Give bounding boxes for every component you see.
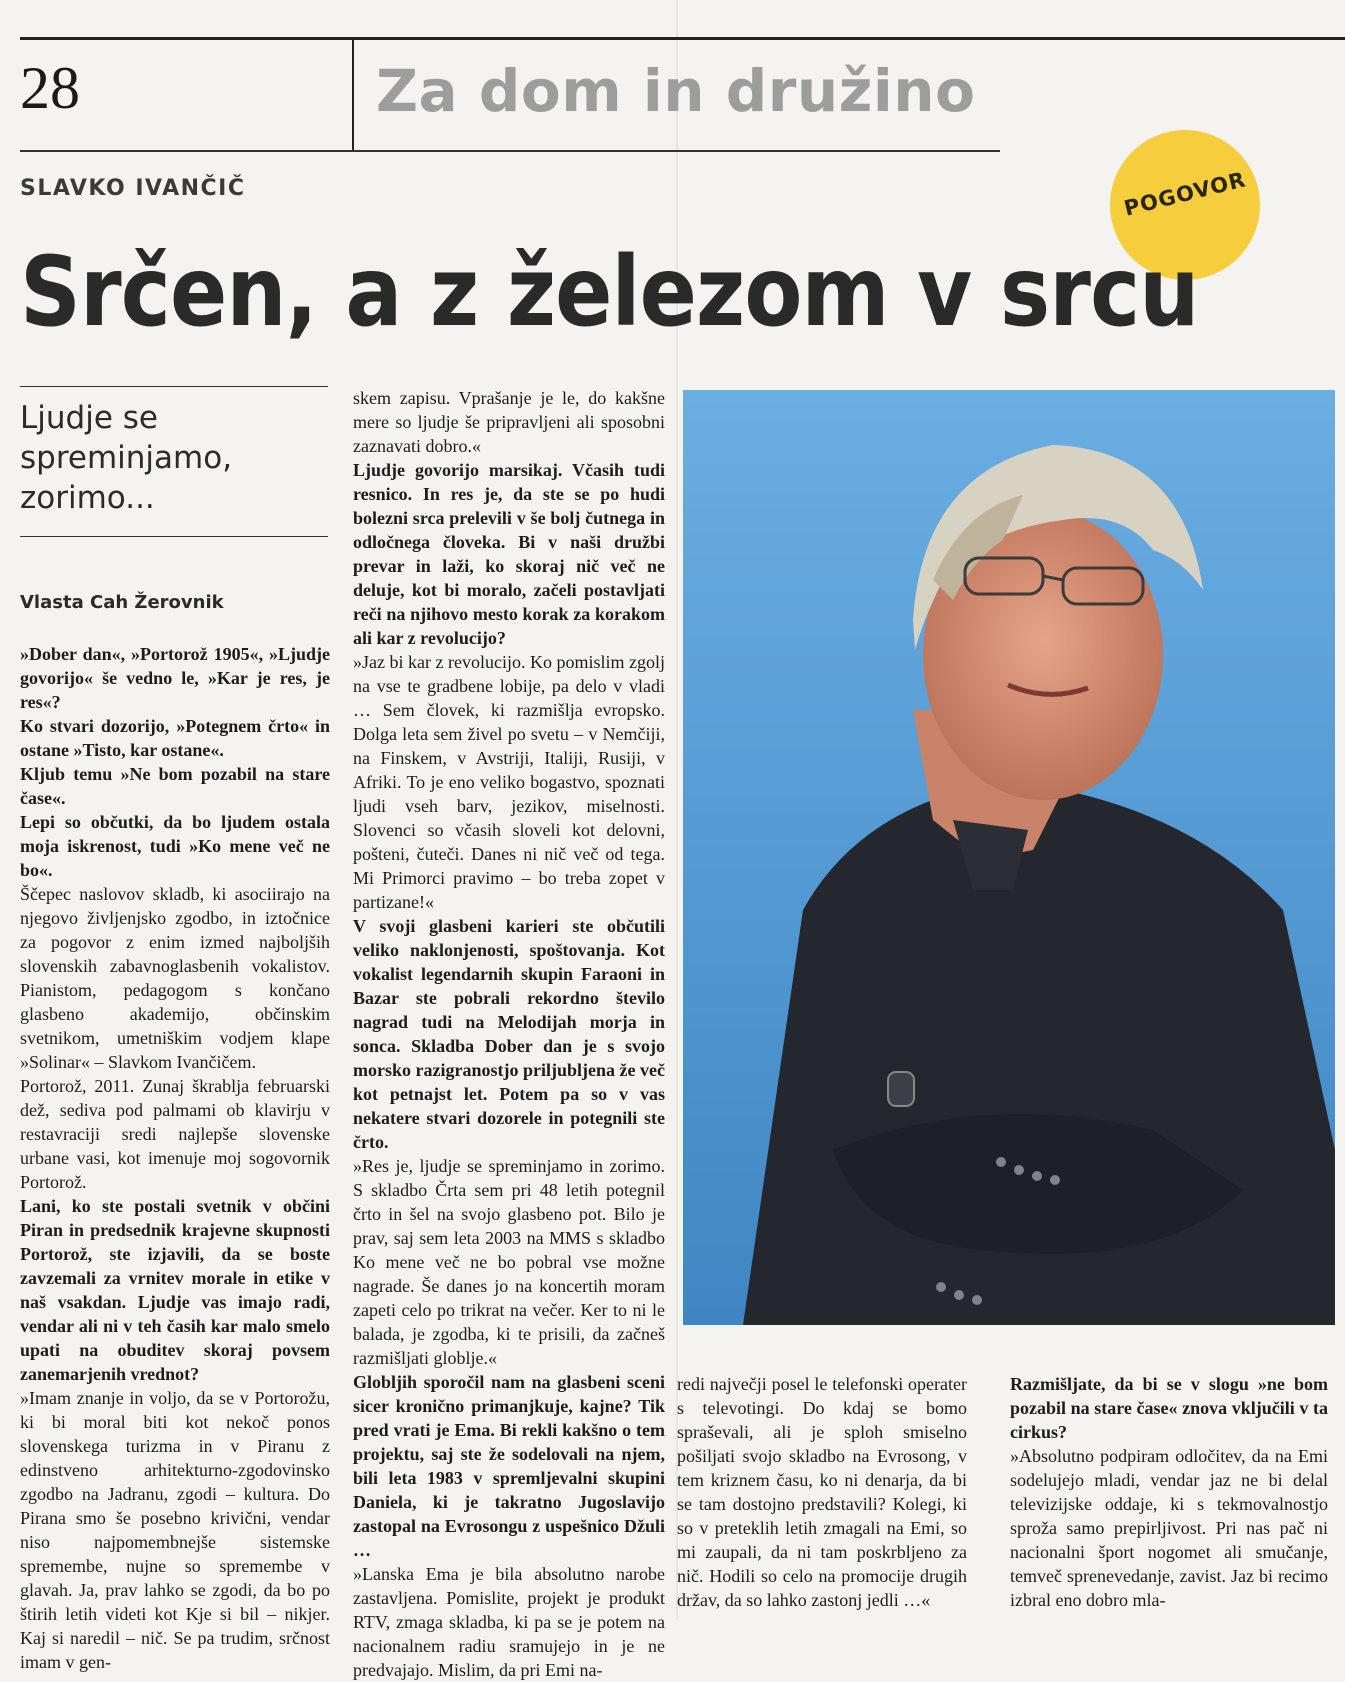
interview-question: Razmišljate, da bi se v slogu »ne bom pozabil na stare čase« znova vključili v ta cirkus? [1010,1374,1328,1442]
interview-paragraph: redi največji posel le telefonski operater s televotingi. Do kdaj se bomo spraševali, ali je sploh smiselno pošiljati svojo skladbo na Evrosong, v tem kriznem času, ko ni denarja, da bi se tam dostojno predstavili? Kolegi, ki so v preteklih letih zmagali na Emi, so mi zaupali, da ni tam poskrbljeno za nič. Hodili so celo na promocije drugih držav, da so lahko zastonj jedli …« [677,1374,967,1610]
interview-paragraph: »Res je, ljudje se spreminjamo in zorimo. S skladbo Črta sem pri 48 letih potegnil črto in šel na svojo glasbeno pot. Bilo je prav, saj sem leta 2003 na MMS s skladbo Ko mene več ne bo pobral vse možne nagrade. Še danes jo na koncertih moram zapeti celo po trikrat na večer. Ker to ni le balada, je zgodba, ki te prisili, da začneš razmišljati globlje.« [353,1156,665,1368]
deck-line: zorimo... [20,480,155,516]
deck-line: spreminjamo, [20,440,233,476]
interview-paragraph: Ščepec naslovov skladb, ki asociirajo na njegovo življenjsko zgodbo, in iztočnice za pogovor z enim izmed najboljših slovenskih zabavnoglasbenih vokalistov. Pianistom, pedagogom s končano glasbeno akademijo, občinskim svetnikom, umetniškim vodjem klape »Solinar« – Slavkom Ivančičem. [20,884,330,1072]
column-4 [1010,1372,1328,1612]
interview-paragraph: »Imam znanje in voljo, da se v Portorožu, ki bi moral biti kot nekoč ponos slovenskega turizma in v Piranu z edinstveno arhitekturno-zgodovinsko zgodbo na Jadranu, zgodi – kultura. Do Pirana smo še posebno krivični, vendar niso najpomembnejše sistemske spremembe, nujne so spremembe v glavah. Ja, prav lahko se zgodi, da bo po štirih letih videti kot Kje si bil – nikjer. Kaj si naredil – nič. Se pa trudim, srčnost imam v gen- [20,1388,330,1672]
deck-rule-top [20,386,328,387]
author: Vlasta Cah Žerovnik [20,592,224,613]
header-bottom-rule [20,150,1000,152]
interview-question: V svoji glasbeni karieri ste občutili veliko naklonjenosti, spoštovanja. Kot vokalist legendarnih skupin Faraoni in Bazar ste pobrali rekordno število nagrad tudi na Melodijah morja in sonca. Skladba Dober dan je s svojo morsko razigranostjo priljubljena že več kot petnajst let. Potem pa so v vas nekatere stvari dozorele in potegnili ste črto. [353,916,665,1152]
interview-question: Kljub temu »Ne bom pozabil na stare čase«. [20,764,330,808]
column-2 [353,386,665,1682]
header-rule [20,37,1345,40]
interview-question: Ko stvari dozorijo, »Potegnem črto« in ostane »Tisto, kar ostane«. [20,716,330,760]
interview-question: Lani, ko ste postali svetnik v občini Piran in predsednik krajevne skupnosti Portorož, ste izjavili, da se boste zavzemali za vrnitev morale in etike v naš vsakdan. Ljudje vas imajo radi, vendar ali ni v teh časih kar malo smelo upati na obuditev skoraj povsem zanemarjenih vrednot? [20,1196,330,1384]
column-3 [677,1372,967,1612]
interview-question: Lepi so občutki, da bo ljudem ostala moja iskrenost, tudi »Ko mene več ne bo«. [20,812,330,880]
column-1 [20,642,330,1674]
deck [20,398,340,518]
deck-line: Ljudje se [20,400,158,436]
interview-paragraph: »Lanska Ema je bila absolutno narobe zastavljena. Pomislite, projekt je produkt RTV, zmaga skladba, ki pa se je potem na nacionalnem radiu sramujejo in je ne predvajajo. Mislim, da pri Emi na- [353,1564,665,1680]
interview-paragraph: »Jaz bi kar z revolucijo. Ko pomislim zgolj na vse te gradbene lobije, pa delo v vladi … Sem človek, ki razmišlja evropsko. Dolga leta sem živel po svetu – v Nemčiji, na Finskem, v Avstriji, Italiji, Rusiji, v Afriki. To je eno veliko bogastvo, spoznati ljudi vseh barv, jezikov, miselnosti. Slovenci so včasih sloveli kot delovni, pošteni, čuteči. Danes ni nič več od tega. Mi Primorci pravimo – bo treba zopet v partizane!« [353,652,665,912]
portrait-photo [683,390,1335,1325]
portrait-illustration [683,390,1335,1325]
interview-paragraph: Portorož, 2011. Zunaj škrablja februarski dež, sediva pod palmami ob klavirju v restavraciji sredi najlepše slovenske urbane vasi, kot imenuje moj sogovornik Portorož. [20,1076,330,1192]
interview-question: Globljih sporočil nam na glasbeni sceni sicer kronično primanjkuje, kajne? Tik pred vrati je Ema. Bi rekli kakšno o tem projektu, saj ste že sodelovali na njem, bili leta 1983 v spremljevalni skupini Daniela, ki je takratno Jugoslavijo zastopal na Evrosongu z uspešnico Džuli … [353,1372,665,1560]
deck-rule-bottom [20,536,328,537]
interview-paragraph: skem zapisu. Vprašanje je le, do kakšne mere so ljudje še pripravljeni ali sposobni zaznavati dobro.« [353,388,665,456]
header-divider [352,38,354,150]
headline: Srčen, a z železom v srcu [20,236,1199,348]
interview-question: Ljudje govorijo marsikaj. Včasih tudi resnico. In res je, da ste se po hudi bolezni srca prelevili v še bolj čutnega in odločnega človeka. Bi v naši družbi prevar in laži, ko skoraj nič več ne deluje, kot bi moralo, začeli postavljati reči na njihovo mesto korak za korakom ali kar z revolucijo? [353,460,665,648]
interview-paragraph: »Absolutno podpiram odločitev, da na Emi sodelujejo mladi, vendar jaz ne bi delal televizijske oddaje, ki s tekmovalnostjo sproža samo prepirljivost. Pri nas pač ni nacionalni šport nogomet ali smučanje, temveč sprenevedanje, zavist. Jaz bi recimo izbral eno dobro mla- [1010,1446,1328,1610]
section-title: Za dom in družino [376,57,976,125]
interview-question: »Dober dan«, »Portorož 1905«, »Ljudje govorijo« še vedno le, »Kar je res, je res«? [20,644,330,712]
interviewee-name: SLAVKO IVANČIČ [20,176,246,201]
badge-label: POGOVOR [1121,167,1249,221]
page-number: 28 [20,55,80,121]
